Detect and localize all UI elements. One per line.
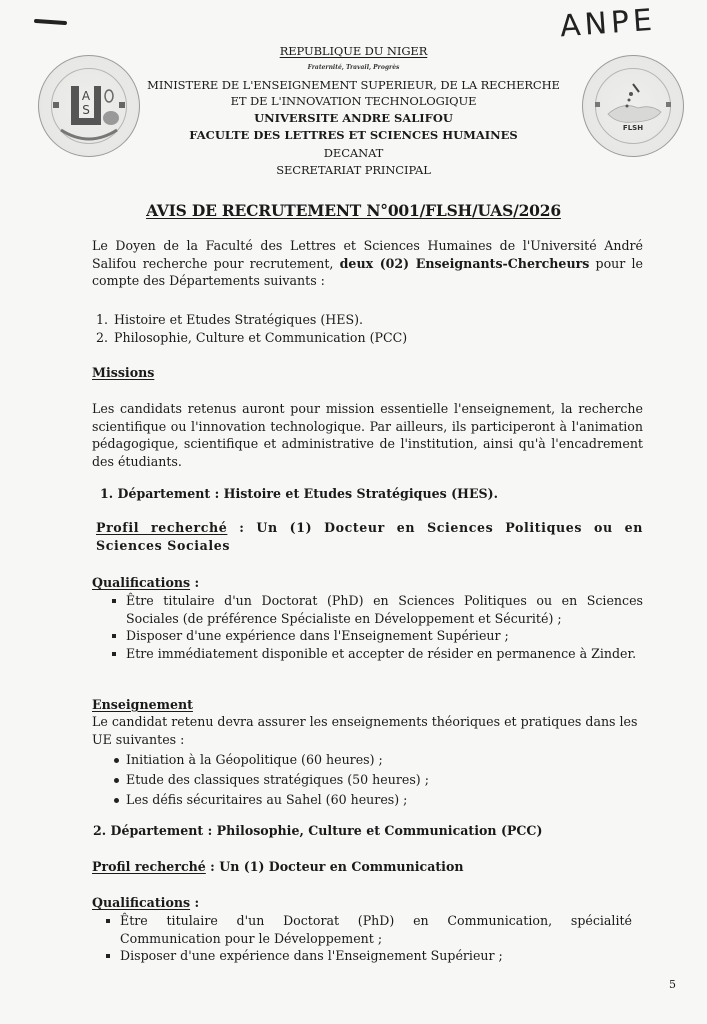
square-bullet-icon [106, 919, 110, 923]
office-name: DECANAT [323, 146, 384, 160]
bullet-icon [114, 758, 119, 763]
intro-text-1: Le Doyen de la Faculté des Lettres et Sciences Humaines de l'Université André Salifou recherche pour recrutement, [92, 238, 643, 271]
qualification-item: Disposer d'une expérience dans l'Enseignement Supérieur ; [92, 627, 643, 645]
department-2-qualifications-heading: Qualifications : [92, 895, 200, 910]
profile-text: : Un (1) Docteur en Sciences Politiques ou en Sciences Sociales [96, 520, 643, 553]
country-name: REPUBLIQUE DU NIGER [279, 44, 428, 58]
intro-positions: deux (02) Enseignants-Chercheurs [339, 255, 590, 271]
university-name: UNIVERSITE ANDRE SALIFOU [254, 111, 453, 125]
department-2-heading: 2. Département : Philosophie, Culture et Communication (PCC) [93, 823, 543, 838]
profile-text: : Un (1) Docteur en Communication [205, 859, 464, 874]
missions-paragraph: Les candidats retenus auront pour mission essentielle l'enseignement, la recherche scientifique ou l'innovation technologique. Par ailleurs, ils participeront à l'animation pédagogique, scientifique et administrative de l'institution, ainsi qu'à l'encadrement des étudiants. [92, 401, 643, 469]
handwritten-anpe: ANPE [558, 2, 658, 45]
course-item: Les défis sécuritaires au Sahel (60 heures) ; [92, 790, 643, 810]
pen-dash-mark [34, 19, 67, 25]
teaching-heading: Enseignement [92, 697, 193, 712]
intro-paragraph [92, 237, 643, 290]
ministry-line-1: MINISTERE DE L'ENSEIGNEMENT SUPERIEUR, DE LA RECHERCHE [147, 78, 560, 92]
square-bullet-icon [112, 652, 116, 656]
service-name: SECRETARIAT PRINCIPAL [276, 163, 431, 177]
profile-label: Profil recherché [96, 520, 228, 535]
course-item: Etude des classiques stratégiques (50 heures) ; [92, 770, 643, 790]
notice-title: AVIS DE RECRUTEMENT N°001/FLSH/UAS/2026 [146, 201, 561, 220]
intro-text-2: pour le compte des Départements suivants : [92, 255, 643, 288]
ministry-line-2: ET DE L'INNOVATION TECHNOLOGIQUE [230, 94, 477, 108]
svg-text:S: S [82, 103, 90, 117]
qualification-item: Disposer d'une expérience dans l'Enseignement Supérieur ; [92, 947, 632, 965]
svg-text:A: A [81, 89, 91, 103]
department-2-profile [92, 858, 643, 876]
department-1-profile [96, 519, 643, 554]
department-1-qualifications-heading: Qualifications : [92, 575, 200, 590]
department-2-qualifications-list [92, 912, 632, 965]
national-motto: Fraternité, Travail, Progrès [307, 64, 400, 71]
qualification-item: Être titulaire d'un Doctorat (PhD) en Sciences Politiques ou en Sciences Sociales (de préférence Spécialiste en Développement et Sécurité) ; [92, 592, 643, 627]
missions-heading: Missions [92, 365, 155, 380]
courses-list [92, 750, 643, 810]
square-bullet-icon [112, 634, 116, 638]
bullet-icon [114, 778, 119, 783]
qualification-item: Être titulaire d'un Doctorat (PhD) en Communication, spécialité Communication pour le Développement ; [92, 912, 632, 947]
faculty-name: FACULTE DES LETTRES ET SCIENCES HUMAINES [189, 128, 518, 142]
profile-label: Profil recherché [92, 859, 206, 874]
flsh-label: FLSH [622, 124, 644, 132]
page-number: 5 [669, 978, 676, 991]
department-list-item: 2. Philosophie, Culture et Communication (PCC) [96, 329, 408, 345]
bullet-icon [114, 798, 119, 803]
department-1-heading: 1. Département : Histoire et Etudes Stratégiques (HES). [100, 486, 498, 501]
course-item: Initiation à la Géopolitique (60 heures) ; [92, 750, 643, 770]
departments-list [92, 311, 643, 346]
department-list-item: 1. Histoire et Etudes Stratégiques (HES). [96, 312, 364, 327]
teaching-paragraph: Le candidat retenu devra assurer les enseignements théoriques et pratiques dans les UE suivantes : [92, 714, 638, 747]
square-bullet-icon [112, 599, 116, 603]
qualification-item: Etre immédiatement disponible et accepter de résider en permanence à Zinder. [92, 645, 643, 663]
department-1-qualifications-list [92, 592, 643, 662]
square-bullet-icon [106, 954, 110, 958]
